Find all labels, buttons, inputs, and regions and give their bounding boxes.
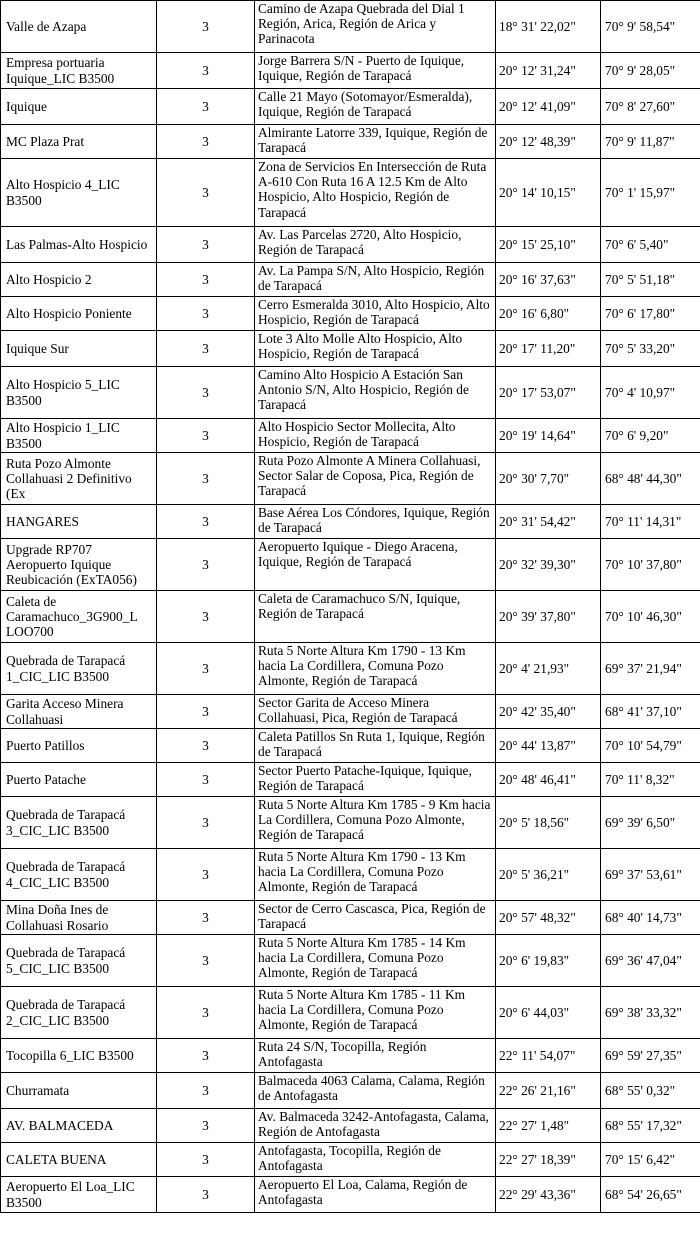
- table-row: [1, 1, 700, 53]
- table-row: [1, 729, 700, 763]
- site-address-cell: Aeropuerto El Loa, Calama, Región de Antofagasta: [255, 1177, 496, 1213]
- site-name-cell: Alto Hospicio Poniente: [1, 297, 157, 331]
- latitude-cell: 20° 12' 31,24": [496, 53, 601, 89]
- longitude-cell: 70° 15' 6,42": [601, 1143, 700, 1177]
- site-name-cell: Alto Hospicio 2: [1, 263, 157, 297]
- sites-table-body: [1, 1, 700, 1213]
- table-row: [1, 505, 700, 539]
- site-address-cell: Antofagasta, Tocopilla, Región de Antofagasta: [255, 1143, 496, 1177]
- longitude-cell: 69° 36' 47,04": [601, 935, 700, 987]
- longitude-cell: 70° 5' 51,18": [601, 263, 700, 297]
- latitude-cell: 18° 31' 22,02": [496, 1, 601, 53]
- site-address-cell: Sector Puerto Patache-Iquique, Iquique, Región de Tarapacá: [255, 763, 496, 797]
- site-count-cell: 3: [157, 227, 255, 263]
- latitude-cell: 20° 5' 36,21": [496, 849, 601, 901]
- longitude-cell: 68° 40' 14,73": [601, 901, 700, 935]
- site-count-cell: 3: [157, 729, 255, 763]
- table-row: [1, 763, 700, 797]
- latitude-cell: 20° 57' 48,32": [496, 901, 601, 935]
- site-address-cell: Av. Balmaceda 3242-Antofagasta, Calama, Región de Antofagasta: [255, 1109, 496, 1143]
- table-row: [1, 331, 700, 367]
- latitude-cell: 20° 15' 25,10": [496, 227, 601, 263]
- site-name-cell: CALETA BUENA: [1, 1143, 157, 1177]
- site-address-cell: Caleta Patillos Sn Ruta 1, Iquique, Región de Tarapacá: [255, 729, 496, 763]
- table-row: [1, 125, 700, 159]
- site-address-cell: Alto Hospicio Sector Mollecita, Alto Hospicio, Región de Tarapacá: [255, 419, 496, 453]
- site-name-cell: Alto Hospicio 1_LIC B3500: [1, 419, 157, 453]
- site-name-cell: Ruta Pozo Almonte Collahuasi 2 Definitivo (Ex: [1, 453, 157, 505]
- longitude-cell: 70° 10' 46,30": [601, 591, 700, 643]
- site-count-cell: 3: [157, 263, 255, 297]
- site-count-cell: 3: [157, 797, 255, 849]
- table-row: [1, 367, 700, 419]
- site-count-cell: 3: [157, 763, 255, 797]
- table-row: [1, 1039, 700, 1073]
- site-address-cell: Base Aérea Los Cóndores, Iquique, Región de Tarapacá: [255, 505, 496, 539]
- longitude-cell: 70° 9' 11,87": [601, 125, 700, 159]
- site-address-cell: Lote 3 Alto Molle Alto Hospicio, Alto Hospicio, Región de Tarapacá: [255, 331, 496, 367]
- site-name-cell: Quebrada de Tarapacá 3_CIC_LIC B3500: [1, 797, 157, 849]
- longitude-cell: 68° 48' 44,30": [601, 453, 700, 505]
- site-name-cell: Upgrade RP707 Aeropuerto Iquique Reubicación (ExTA056): [1, 539, 157, 591]
- table-row: [1, 263, 700, 297]
- site-name-cell: Iquique Sur: [1, 331, 157, 367]
- site-name-cell: Alto Hospicio 4_LIC B3500: [1, 159, 157, 227]
- longitude-cell: 70° 6' 5,40": [601, 227, 700, 263]
- latitude-cell: 22° 29' 43,36": [496, 1177, 601, 1213]
- latitude-cell: 20° 5' 18,56": [496, 797, 601, 849]
- site-count-cell: 3: [157, 643, 255, 695]
- site-count-cell: 3: [157, 1039, 255, 1073]
- latitude-cell: 20° 12' 41,09": [496, 89, 601, 125]
- site-count-cell: 3: [157, 159, 255, 227]
- site-address-cell: Ruta 5 Norte Altura Km 1785 - 14 Km hacia La Cordillera, Comuna Pozo Almonte, Región de Tarapacá: [255, 935, 496, 987]
- latitude-cell: 20° 16' 37,63": [496, 263, 601, 297]
- table-row: [1, 1177, 700, 1213]
- site-name-cell: Empresa portuaria Iquique_LIC B3500: [1, 53, 157, 89]
- site-count-cell: 3: [157, 1, 255, 53]
- site-name-cell: MC Plaza Prat: [1, 125, 157, 159]
- table-row: [1, 849, 700, 901]
- site-name-cell: HANGARES: [1, 505, 157, 539]
- table-row: [1, 227, 700, 263]
- table-row: [1, 935, 700, 987]
- site-count-cell: 3: [157, 297, 255, 331]
- site-name-cell: Quebrada de Tarapacá 5_CIC_LIC B3500: [1, 935, 157, 987]
- site-name-cell: Quebrada de Tarapacá 1_CIC_LIC B3500: [1, 643, 157, 695]
- longitude-cell: 70° 8' 27,60": [601, 89, 700, 125]
- table-row: [1, 419, 700, 453]
- table-row: [1, 1143, 700, 1177]
- latitude-cell: 20° 19' 14,64": [496, 419, 601, 453]
- latitude-cell: 22° 11' 54,07": [496, 1039, 601, 1073]
- table-row: [1, 695, 700, 729]
- table-row: [1, 987, 700, 1039]
- longitude-cell: 70° 4' 10,97": [601, 367, 700, 419]
- latitude-cell: 20° 16' 6,80": [496, 297, 601, 331]
- longitude-cell: 68° 55' 17,32": [601, 1109, 700, 1143]
- site-address-cell: Camino Alto Hospicio A Estación San Antonio S/N, Alto Hospicio, Región de Tarapacá: [255, 367, 496, 419]
- latitude-cell: 20° 6' 44,03": [496, 987, 601, 1039]
- site-count-cell: 3: [157, 367, 255, 419]
- latitude-cell: 20° 17' 11,20": [496, 331, 601, 367]
- longitude-cell: 68° 41' 37,10": [601, 695, 700, 729]
- site-name-cell: Las Palmas-Alto Hospicio: [1, 227, 157, 263]
- site-count-cell: 3: [157, 987, 255, 1039]
- longitude-cell: 70° 1' 15,97": [601, 159, 700, 227]
- longitude-cell: 70° 9' 58,54": [601, 1, 700, 53]
- site-address-cell: Aeropuerto Iquique - Diego Aracena, Iquique, Región de Tarapacá: [255, 539, 496, 591]
- longitude-cell: 69° 38' 33,32": [601, 987, 700, 1039]
- table-row: [1, 591, 700, 643]
- longitude-cell: 70° 9' 28,05": [601, 53, 700, 89]
- longitude-cell: 68° 54' 26,65": [601, 1177, 700, 1213]
- site-count-cell: 3: [157, 935, 255, 987]
- table-row: [1, 89, 700, 125]
- table-row: [1, 1073, 700, 1109]
- site-count-cell: 3: [157, 695, 255, 729]
- site-count-cell: 3: [157, 539, 255, 591]
- site-address-cell: Caleta de Caramachuco S/N, Iquique, Región de Tarapacá: [255, 591, 496, 643]
- site-name-cell: Tocopilla 6_LIC B3500: [1, 1039, 157, 1073]
- site-name-cell: Puerto Patache: [1, 763, 157, 797]
- site-address-cell: Jorge Barrera S/N - Puerto de Iquique, Iquique, Región de Tarapacá: [255, 53, 496, 89]
- table-row: [1, 159, 700, 227]
- site-count-cell: 3: [157, 1143, 255, 1177]
- latitude-cell: 20° 30' 7,70": [496, 453, 601, 505]
- latitude-cell: 22° 26' 21,16": [496, 1073, 601, 1109]
- site-address-cell: Sector de Cerro Cascasca, Pica, Región de Tarapacá: [255, 901, 496, 935]
- longitude-cell: 70° 6' 17,80": [601, 297, 700, 331]
- site-count-cell: 3: [157, 1177, 255, 1213]
- table-row: [1, 797, 700, 849]
- table-row: [1, 453, 700, 505]
- latitude-cell: 20° 31' 54,42": [496, 505, 601, 539]
- longitude-cell: 69° 59' 27,35": [601, 1039, 700, 1073]
- site-count-cell: 3: [157, 849, 255, 901]
- table-row: [1, 1109, 700, 1143]
- table-row: [1, 53, 700, 89]
- site-address-cell: Ruta 24 S/N, Tocopilla, Región Antofagasta: [255, 1039, 496, 1073]
- site-address-cell: Sector Garita de Acceso Minera Collahuasi, Pica, Región de Tarapacá: [255, 695, 496, 729]
- longitude-cell: 70° 10' 37,80": [601, 539, 700, 591]
- latitude-cell: 20° 44' 13,87": [496, 729, 601, 763]
- site-address-cell: Calle 21 Mayo (Sotomayor/Esmeralda), Iquique, Región de Tarapacá: [255, 89, 496, 125]
- site-address-cell: Ruta 5 Norte Altura Km 1785 - 11 Km hacia La Cordillera, Comuna Pozo Almonte, Región de Tarapacá: [255, 987, 496, 1039]
- site-name-cell: AV. BALMACEDA: [1, 1109, 157, 1143]
- site-count-cell: 3: [157, 125, 255, 159]
- latitude-cell: 20° 32' 39,30": [496, 539, 601, 591]
- site-name-cell: Churramata: [1, 1073, 157, 1109]
- latitude-cell: 20° 39' 37,80": [496, 591, 601, 643]
- site-address-cell: Ruta 5 Norte Altura Km 1790 - 13 Km hacia La Cordillera, Comuna Pozo Almonte, Región de Tarapacá: [255, 849, 496, 901]
- site-address-cell: Balmaceda 4063 Calama, Calama, Región de Antofagasta: [255, 1073, 496, 1109]
- site-count-cell: 3: [157, 1073, 255, 1109]
- longitude-cell: 70° 10' 54,79": [601, 729, 700, 763]
- latitude-cell: 20° 4' 21,93": [496, 643, 601, 695]
- latitude-cell: 20° 42' 35,40": [496, 695, 601, 729]
- site-name-cell: Quebrada de Tarapacá 2_CIC_LIC B3500: [1, 987, 157, 1039]
- site-count-cell: 3: [157, 419, 255, 453]
- site-address-cell: Camino de Azapa Quebrada del Dial 1 Región, Arica, Región de Arica y Parinacota: [255, 1, 496, 53]
- site-name-cell: Aeropuerto El Loa_LIC B3500: [1, 1177, 157, 1213]
- longitude-cell: 70° 11' 14,31": [601, 505, 700, 539]
- site-address-cell: Ruta 5 Norte Altura Km 1790 - 13 Km hacia La Cordillera, Comuna Pozo Almonte, Región de Tarapacá: [255, 643, 496, 695]
- table-row: [1, 643, 700, 695]
- site-name-cell: Puerto Patillos: [1, 729, 157, 763]
- longitude-cell: 70° 6' 9,20": [601, 419, 700, 453]
- site-count-cell: 3: [157, 1109, 255, 1143]
- site-address-cell: Av. La Pampa S/N, Alto Hospicio, Región de Tarapacá: [255, 263, 496, 297]
- table-row: [1, 297, 700, 331]
- site-address-cell: Ruta Pozo Almonte A Minera Collahuasi, Sector Salar de Coposa, Pica, Región de Tarapacá: [255, 453, 496, 505]
- site-count-cell: 3: [157, 901, 255, 935]
- table-row: [1, 539, 700, 591]
- site-name-cell: Quebrada de Tarapacá 4_CIC_LIC B3500: [1, 849, 157, 901]
- longitude-cell: 69° 39' 6,50": [601, 797, 700, 849]
- latitude-cell: 20° 17' 53,07": [496, 367, 601, 419]
- site-address-cell: Zona de Servicios En Intersección de Ruta A-610 Con Ruta 16 A 12.5 Km de Alto Hospicio, Alto Hospicio, Región de Tarapacá: [255, 159, 496, 227]
- site-address-cell: Av. Las Parcelas 2720, Alto Hospicio, Región de Tarapacá: [255, 227, 496, 263]
- longitude-cell: 69° 37' 53,61": [601, 849, 700, 901]
- site-count-cell: 3: [157, 89, 255, 125]
- latitude-cell: 22° 27' 18,39": [496, 1143, 601, 1177]
- latitude-cell: 20° 6' 19,83": [496, 935, 601, 987]
- longitude-cell: 70° 11' 8,32": [601, 763, 700, 797]
- site-address-cell: Ruta 5 Norte Altura Km 1785 - 9 Km hacia La Cordillera, Comuna Pozo Almonte, Región de Tarapacá: [255, 797, 496, 849]
- longitude-cell: 68° 55' 0,32": [601, 1073, 700, 1109]
- site-count-cell: 3: [157, 591, 255, 643]
- site-count-cell: 3: [157, 331, 255, 367]
- longitude-cell: 69° 37' 21,94": [601, 643, 700, 695]
- site-count-cell: 3: [157, 505, 255, 539]
- latitude-cell: 20° 48' 46,41": [496, 763, 601, 797]
- site-name-cell: Valle de Azapa: [1, 1, 157, 53]
- latitude-cell: 22° 27' 1,48": [496, 1109, 601, 1143]
- table-row: [1, 901, 700, 935]
- longitude-cell: 70° 5' 33,20": [601, 331, 700, 367]
- latitude-cell: 20° 12' 48,39": [496, 125, 601, 159]
- site-count-cell: 3: [157, 453, 255, 505]
- site-name-cell: Alto Hospicio 5_LIC B3500: [1, 367, 157, 419]
- site-name-cell: Iquique: [1, 89, 157, 125]
- site-address-cell: Almirante Latorre 339, Iquique, Región de Tarapacá: [255, 125, 496, 159]
- site-name-cell: Mina Doña Ines de Collahuasi Rosario: [1, 901, 157, 935]
- site-address-cell: Cerro Esmeralda 3010, Alto Hospicio, Alto Hospicio, Región de Tarapacá: [255, 297, 496, 331]
- site-name-cell: Garita Acceso Minera Collahuasi: [1, 695, 157, 729]
- site-count-cell: 3: [157, 53, 255, 89]
- latitude-cell: 20° 14' 10,15": [496, 159, 601, 227]
- site-name-cell: Caleta de Caramachuco_3G900_L LOO700: [1, 591, 157, 643]
